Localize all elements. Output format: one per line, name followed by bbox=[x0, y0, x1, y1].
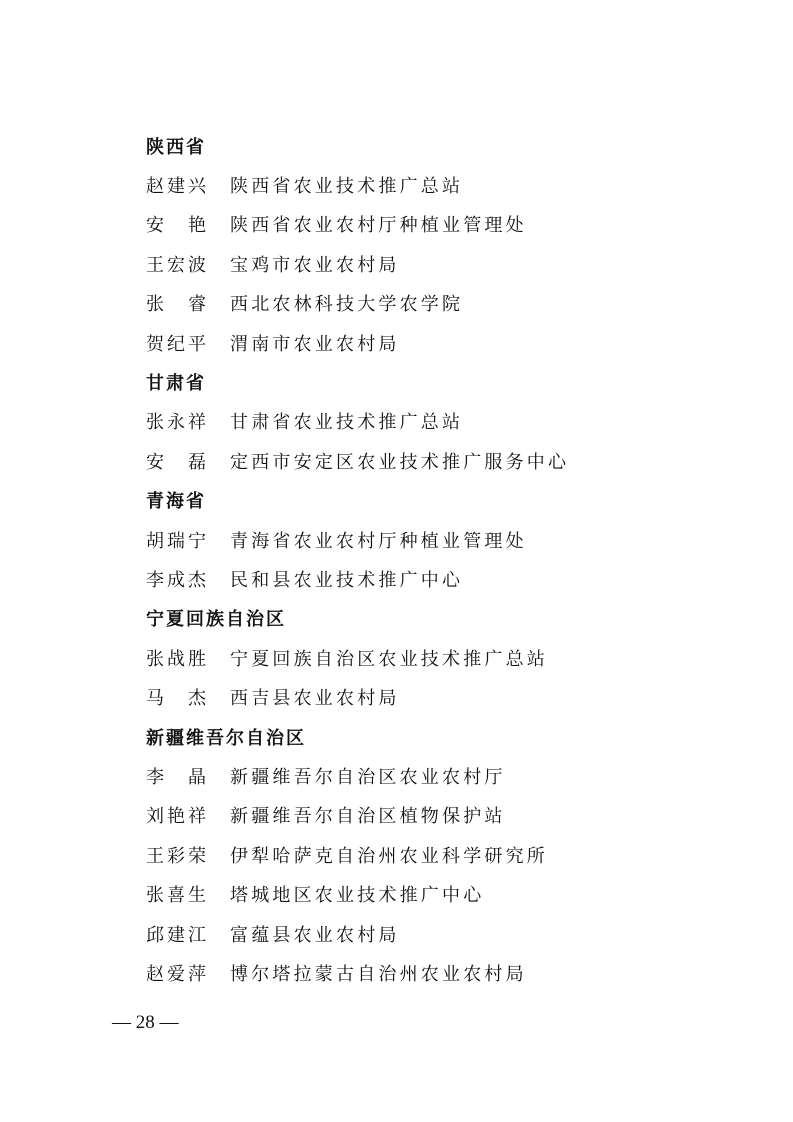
person-unit: 民和县农业技术推广中心 bbox=[230, 569, 464, 591]
person-unit: 新疆维吾尔自治区农业农村厅 bbox=[230, 766, 506, 788]
roster-list bbox=[146, 126, 746, 993]
person-unit: 陕西省农业技术推广总站 bbox=[230, 176, 464, 198]
person-name: 张永祥 bbox=[146, 412, 209, 434]
person-unit: 宁夏回族自治区农业技术推广总站 bbox=[230, 648, 548, 670]
person-row bbox=[146, 914, 746, 953]
person-name: 赵爱萍 bbox=[146, 963, 209, 985]
person-name: 安 艳 bbox=[146, 215, 209, 237]
person-name: 张 睿 bbox=[146, 294, 209, 316]
person-name: 赵建兴 bbox=[146, 176, 209, 198]
person-unit: 塔城地区农业技术推广中心 bbox=[230, 885, 485, 907]
person-name: 安 磊 bbox=[146, 451, 209, 473]
person-unit: 宝鸡市农业农村局 bbox=[230, 254, 400, 276]
person-unit: 伊犁哈萨克自治州农业科学研究所 bbox=[230, 845, 548, 867]
person-row bbox=[146, 677, 746, 716]
province-heading: 甘肃省 bbox=[146, 373, 206, 395]
person-unit: 富蕴县农业农村局 bbox=[230, 924, 400, 946]
person-row bbox=[146, 835, 746, 874]
person-unit: 博尔塔拉蒙古自治州农业农村局 bbox=[230, 963, 527, 985]
person-row bbox=[146, 756, 746, 795]
person-name: 李成杰 bbox=[146, 569, 209, 591]
person-name: 王彩荣 bbox=[146, 845, 209, 867]
person-name: 邱建江 bbox=[146, 924, 209, 946]
person-unit: 陕西省农业农村厅种植业管理处 bbox=[230, 215, 527, 237]
person-unit: 青海省农业农村厅种植业管理处 bbox=[230, 530, 527, 552]
person-name: 张战胜 bbox=[146, 648, 209, 670]
person-row bbox=[146, 520, 746, 559]
person-unit: 渭南市农业农村局 bbox=[230, 333, 400, 355]
person-row bbox=[146, 402, 746, 441]
person-row bbox=[146, 205, 746, 244]
person-row bbox=[146, 323, 746, 362]
person-row bbox=[146, 638, 746, 677]
person-row bbox=[146, 953, 746, 992]
person-row bbox=[146, 559, 746, 598]
person-unit: 新疆维吾尔自治区植物保护站 bbox=[230, 806, 506, 828]
person-row bbox=[146, 284, 746, 323]
person-row bbox=[146, 165, 746, 204]
province-heading: 新疆维吾尔自治区 bbox=[146, 727, 306, 749]
person-row bbox=[146, 874, 746, 913]
person-unit: 西吉县农业农村局 bbox=[230, 688, 400, 710]
person-unit: 甘肃省农业技术推广总站 bbox=[230, 412, 464, 434]
person-unit: 西北农林科技大学农学院 bbox=[230, 294, 464, 316]
person-name: 刘艳祥 bbox=[146, 806, 209, 828]
page-number: — 28 — bbox=[112, 1012, 179, 1033]
person-row bbox=[146, 441, 746, 480]
province-heading: 陕西省 bbox=[146, 136, 206, 158]
person-name: 贺纪平 bbox=[146, 333, 209, 355]
province-heading: 宁夏回族自治区 bbox=[146, 609, 286, 631]
person-unit: 定西市安定区农业技术推广服务中心 bbox=[230, 451, 570, 473]
person-name: 王宏波 bbox=[146, 254, 209, 276]
person-row bbox=[146, 796, 746, 835]
person-name: 李 晶 bbox=[146, 766, 209, 788]
person-name: 马 杰 bbox=[146, 688, 209, 710]
person-name: 张喜生 bbox=[146, 885, 209, 907]
person-name: 胡瑞宁 bbox=[146, 530, 209, 552]
province-heading: 青海省 bbox=[146, 491, 206, 513]
person-row bbox=[146, 244, 746, 283]
